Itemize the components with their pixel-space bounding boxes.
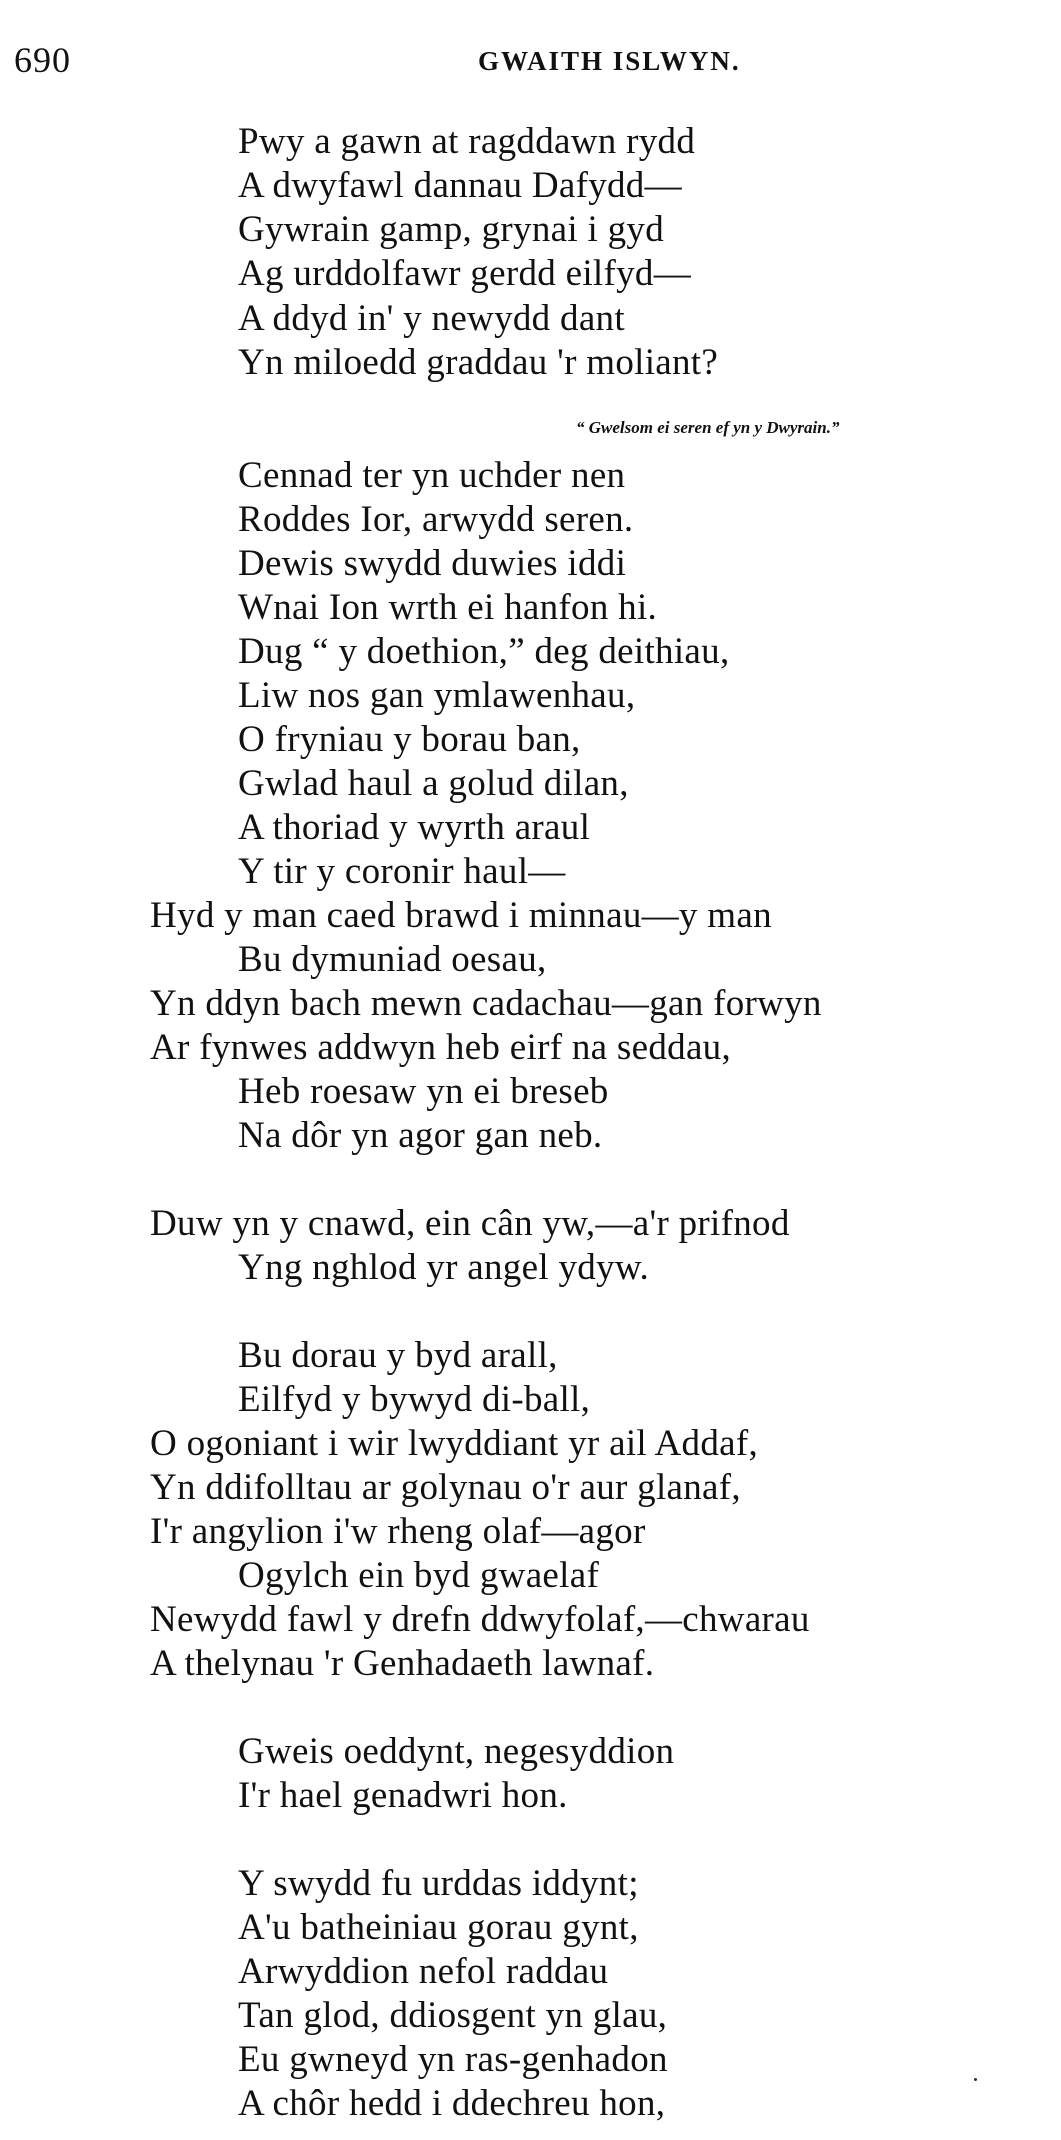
verse-line: Bu dorau y byd arall, <box>238 1335 558 1376</box>
verse-line: Ar fynwes addwyn heb eirf na seddau, <box>150 1027 732 1068</box>
verse-line: Heb roesaw yn ei breseb <box>238 1071 609 1112</box>
verse-line: A ddyd in' y newydd dant <box>238 298 625 339</box>
running-title: GWAITH ISLWYN. <box>478 46 741 76</box>
verse-line: I'r angylion i'w rheng olaf—agor <box>150 1511 646 1552</box>
verse-line: A dwyfawl dannau Dafydd— <box>238 165 682 206</box>
verse-line: Roddes Ior, arwydd seren. <box>238 499 634 540</box>
verse-line: Ag urddolfawr gerdd eilfyd— <box>238 253 692 294</box>
verse-line: Eu gwneyd yn ras-genhadon <box>238 2039 668 2080</box>
epigraph: “ Gwelsom ei seren ef yn y Dwyrain.” <box>576 418 840 437</box>
verse-line: Dewis swydd duwies iddi <box>238 543 627 584</box>
verse-line: Hyd y man caed brawd i minnau—y man <box>150 895 772 936</box>
page-number: 690 <box>14 40 71 80</box>
verse-line: Liw nos gan ymlawenhau, <box>238 675 636 716</box>
verse-line: A'u batheiniau gorau gynt, <box>238 1907 639 1948</box>
verse-line: Yn ddifolltau ar golynau o'r aur glanaf, <box>150 1467 741 1508</box>
verse-line: Yng nghlod yr angel ydyw. <box>238 1247 650 1288</box>
verse-line: Gweis oeddynt, negesyddion <box>238 1731 675 1772</box>
verse-line: Gwlad haul a golud dilan, <box>238 763 629 804</box>
verse-line: Yn miloedd graddau 'r moliant? <box>238 342 719 383</box>
verse-line: Dug “ y doethion,” deg deithiau, <box>238 631 730 672</box>
verse-line: A thoriad y wyrth araul <box>238 807 591 848</box>
verse-line: O fryniau y borau ban, <box>238 719 581 760</box>
ink-speck <box>974 2078 977 2081</box>
verse-line: Arwyddion nefol raddau <box>238 1951 609 1992</box>
verse-line: Y swydd fu urddas iddynt; <box>238 1863 639 1904</box>
verse-line: Bu dymuniad oesau, <box>238 939 547 980</box>
verse-line: Yn ddyn bach mewn cadachau—gan forwyn <box>150 983 822 1024</box>
verse-line: A chôr hedd i ddechreu hon, <box>238 2083 666 2124</box>
verse-line: A thelynau 'r Genhadaeth lawnaf. <box>150 1643 655 1684</box>
verse-line: Tan glod, ddiosgent yn glau, <box>238 1995 668 2036</box>
verse-line: Na dôr yn agor gan neb. <box>238 1115 603 1156</box>
verse-line: Eilfyd y bywyd di-ball, <box>238 1379 591 1420</box>
verse-line: Y tir y coronir haul— <box>238 851 566 892</box>
verse-line: I'r hael genadwri hon. <box>238 1775 568 1816</box>
verse-line: Wnai Ion wrth ei hanfon hi. <box>238 587 658 628</box>
verse-line: Gywrain gamp, grynai i gyd <box>238 209 665 250</box>
verse-line: Newydd fawl y drefn ddwyfolaf,—chwarau <box>150 1599 810 1640</box>
verse-line: Duw yn y cnawd, ein cân yw,—a'r prifnod <box>150 1203 790 1244</box>
verse-line: Pwy a gawn at ragddawn rydd <box>238 121 696 162</box>
verse-line: Cennad ter yn uchder nen <box>238 455 626 496</box>
verse-line: O ogoniant i wir lwyddiant yr ail Addaf, <box>150 1423 759 1464</box>
verse-line: Ogylch ein byd gwaelaf <box>238 1555 600 1596</box>
